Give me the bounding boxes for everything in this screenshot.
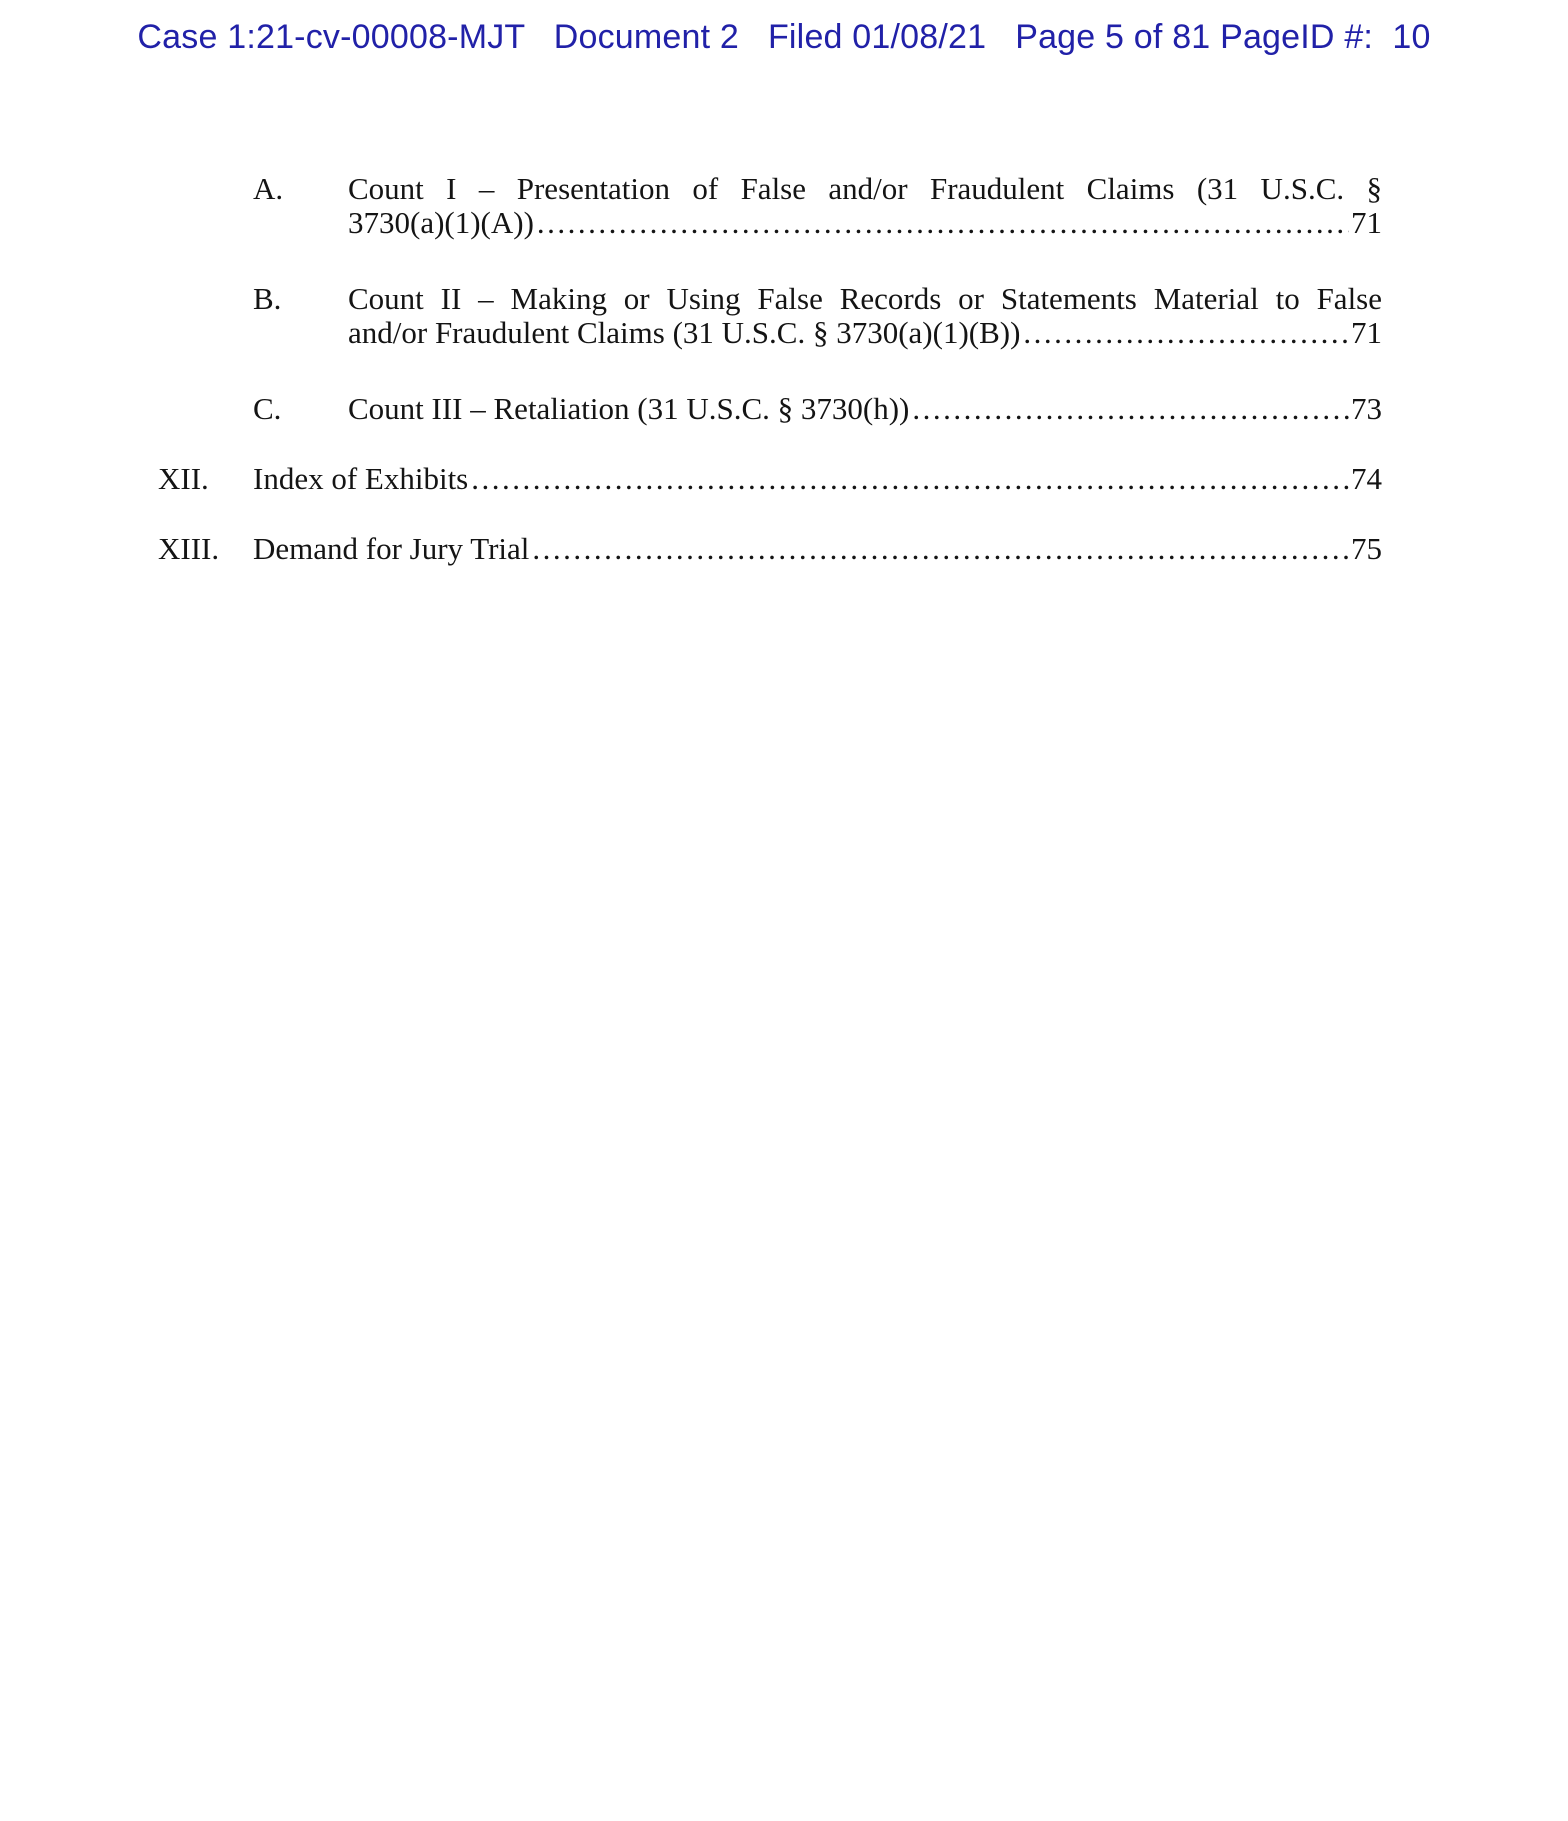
toc-entry-count-1: [158, 172, 1382, 240]
dot-leader: [537, 206, 1349, 240]
toc-entry-count-3: [158, 392, 1382, 426]
toc-entry-content: [253, 462, 1382, 496]
toc-entry-title-line2: 3730(a)(1)(A)): [348, 205, 534, 240]
toc-entry-label: XII.: [158, 461, 209, 496]
toc-entry-label: XIII.: [158, 531, 220, 566]
toc-entry-page-number: 73: [1351, 391, 1382, 426]
dot-leader: [912, 392, 1349, 426]
toc-entry-label: B.: [253, 281, 282, 316]
dot-leader: [532, 532, 1349, 566]
toc-entry-demand-for-jury-trial: [158, 532, 1382, 566]
toc-entry-page-number: 71: [1351, 205, 1382, 240]
toc-entry-count-2: [158, 282, 1382, 350]
court-stamp-header: Case 1:21-cv-00008-MJT Document 2 Filed 01/08/21 Page 5 of 81 PageID #: 10: [137, 18, 1431, 56]
toc-entry-title-line2: and/or Fraudulent Claims (31 U.S.C. § 3730(a)(1)(B)): [348, 315, 1021, 350]
toc-entry-content: [348, 392, 1382, 426]
toc-entry-title-row: [253, 532, 1382, 566]
toc-entry-label: C.: [253, 391, 282, 426]
toc-entry-title-line1: Count I – Presentation of False and/or Fraudulent Claims (31 U.S.C. §: [348, 171, 1382, 206]
toc-entry-title-row: [348, 392, 1382, 426]
dot-leader: [1023, 316, 1349, 350]
toc-entry-title-line2-row: [348, 316, 1382, 350]
toc-entry-label: A.: [253, 171, 284, 206]
toc-entry-content: [348, 282, 1382, 350]
toc-entry-page-number: 71: [1351, 315, 1382, 350]
toc-entry-title: Index of Exhibits: [253, 461, 469, 496]
toc-entry-title-line2-row: [348, 206, 1382, 240]
toc-entry-page-number: 74: [1351, 461, 1382, 496]
table-of-contents: [158, 172, 1382, 566]
toc-entry-title: Demand for Jury Trial: [253, 531, 530, 566]
toc-entry-index-of-exhibits: [158, 462, 1382, 496]
toc-entry-content: [253, 532, 1382, 566]
toc-entry-page-number: 75: [1351, 531, 1382, 566]
toc-entry-content: [348, 172, 1382, 240]
toc-entry-title: Count III – Retaliation (31 U.S.C. § 3730(h)): [348, 391, 910, 426]
toc-entry-title-row: [253, 462, 1382, 496]
toc-entry-title-line1: Count II – Making or Using False Records or Statements Material to False: [348, 281, 1382, 316]
dot-leader: [471, 462, 1349, 496]
